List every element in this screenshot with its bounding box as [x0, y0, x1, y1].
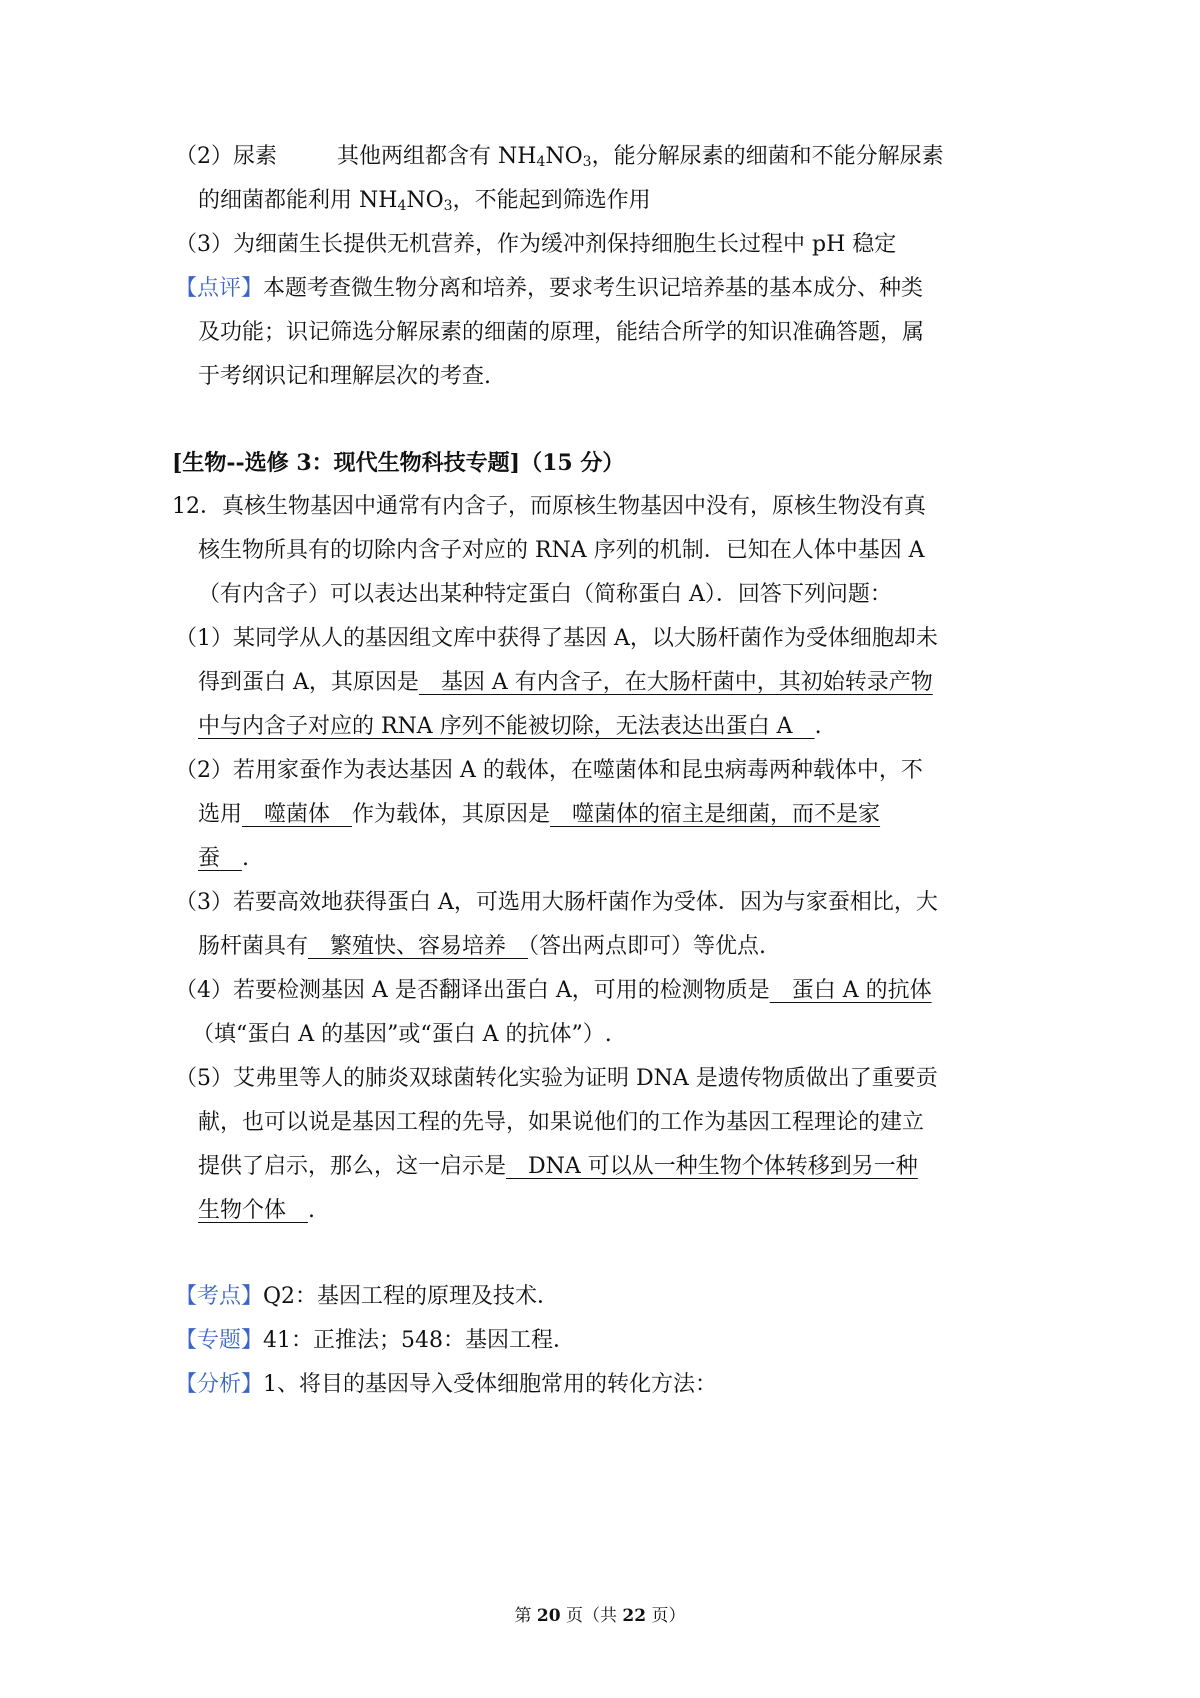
q12-part3-line1: （3）若要高效地获得蛋白 A，可选用大肠杆菌作为受体．因为与家蚕相比，大 — [175, 890, 938, 915]
page-number: 20 — [536, 1606, 561, 1626]
q12-part4-line1: （4）若要检测基因 A 是否翻译出蛋白 A，可用的检测物质是 蛋白 A 的抗体 — [175, 978, 932, 1003]
q12-part1-line1: （1）某同学从人的基因组文库中获得了基因 A，以大肠杆菌作为受体细胞却未 — [175, 626, 938, 651]
q12-part2-answer2: 噬菌体的宿主是细菌，而不是家 — [550, 802, 881, 827]
q2-answer-line2: 的细菌都能利用 $NH_4NO_3$，不能起到筛选作用 — [198, 188, 651, 214]
q3-answer: （3）为细菌生长提供无机营养，作为缓冲剂保持细胞生长过程中 pH 稳定 — [175, 232, 897, 257]
comment-line2: 及功能；识记筛选分解尿素的细菌的原理，能结合所学的知识准确答题，属 — [198, 320, 925, 345]
q12-part3-answer: 繁殖快、容易培养 — [308, 934, 529, 959]
q12-part4-line2: （填“蛋白 A 的基因”或“蛋白 A 的抗体”）. — [192, 1022, 612, 1047]
q2-answer-line1: （2）尿素 其他两组都含有 $NH_4NO_3$，能分解尿素的细菌和不能分解尿素 — [175, 144, 944, 170]
q12-part1-answer: 基因 A 有内含子，在大肠杆菌中，其初始转录产物 — [418, 670, 933, 695]
fenxi-tag: 【分析】 — [175, 1372, 264, 1397]
q12-part5-line3: 提供了启示，那么，这一启示是 DNA 可以从一种生物个体转移到另一种 — [198, 1154, 918, 1179]
kaodian-tag: 【考点】 — [175, 1284, 264, 1309]
q12-stem-line2: 核生物所具有的切除内含子对应的 RNA 序列的机制．已知在人体中基因 A — [198, 538, 925, 563]
kaodian-line: 【考点】Q2：基因工程的原理及技术． — [175, 1284, 560, 1309]
q12-part3-line2: 肠杆菌具有 繁殖快、容易培养 （答出两点即可）等优点. — [198, 934, 767, 959]
q12-part4-answer: 蛋白 A 的抗体 — [769, 978, 932, 1003]
page-footer: 第 20 页（共 22 页） — [514, 1606, 686, 1626]
comment-tag: 【点评】 — [175, 276, 264, 301]
q12-part2-line1: （2）若用家蚕作为表达基因 A 的载体，在噬菌体和昆虫病毒两种载体中，不 — [175, 758, 923, 783]
q12-part2-answer1: 噬菌体 — [242, 802, 353, 827]
q12-part2-line2: 选用 噬菌体 作为载体，其原因是 噬菌体的宿主是细菌，而不是家 — [198, 802, 881, 827]
q12-part5-line1: （5）艾弗里等人的肺炎双球菌转化实验为证明 DNA 是遗传物质做出了重要贡 — [175, 1066, 938, 1091]
comment-line3: 于考纲识记和理解层次的考查. — [198, 364, 491, 389]
zhuanti-tag: 【专题】 — [175, 1328, 264, 1353]
zhuanti-line: 【专题】41：正推法；548：基因工程． — [175, 1328, 576, 1353]
section-title: [生物--选修 3：现代生物科技专题]（15 分） — [172, 450, 625, 476]
q12-stem-line1: 12．真核生物基因中通常有内含子，而原核生物基因中没有，原核生物没有真 — [172, 494, 926, 519]
q12-part5-line2: 献，也可以说是基因工程的先导，如果说他们的工作为基因工程理论的建立 — [198, 1110, 925, 1135]
q12-part5-line4: 生物个体 . — [198, 1198, 316, 1223]
q12-part2-line3: 蚕 . — [198, 846, 250, 871]
q12-part1-line2: 得到蛋白 A，其原因是 基因 A 有内含子，在大肠杆菌中，其初始转录产物 — [198, 670, 933, 695]
q12-stem-line3: （有内含子）可以表达出某种特定蛋白（简称蛋白 A）．回答下列问题： — [198, 582, 892, 607]
page-total: 22 — [622, 1606, 647, 1626]
q12-part1-line3: 中与内含子对应的 RNA 序列不能被切除，无法表达出蛋白 A . — [198, 714, 822, 739]
q2-label: （2）尿素 — [175, 144, 277, 169]
q12-part5-answer: DNA 可以从一种生物个体转移到另一种 — [506, 1154, 918, 1179]
fenxi-line: 【分析】1、将目的基因导入受体细胞常用的转化方法： — [175, 1372, 718, 1397]
comment-line1: 【点评】本题考查微生物分离和培养，要求考生识记培养基的基本成分、种类 — [175, 276, 924, 301]
